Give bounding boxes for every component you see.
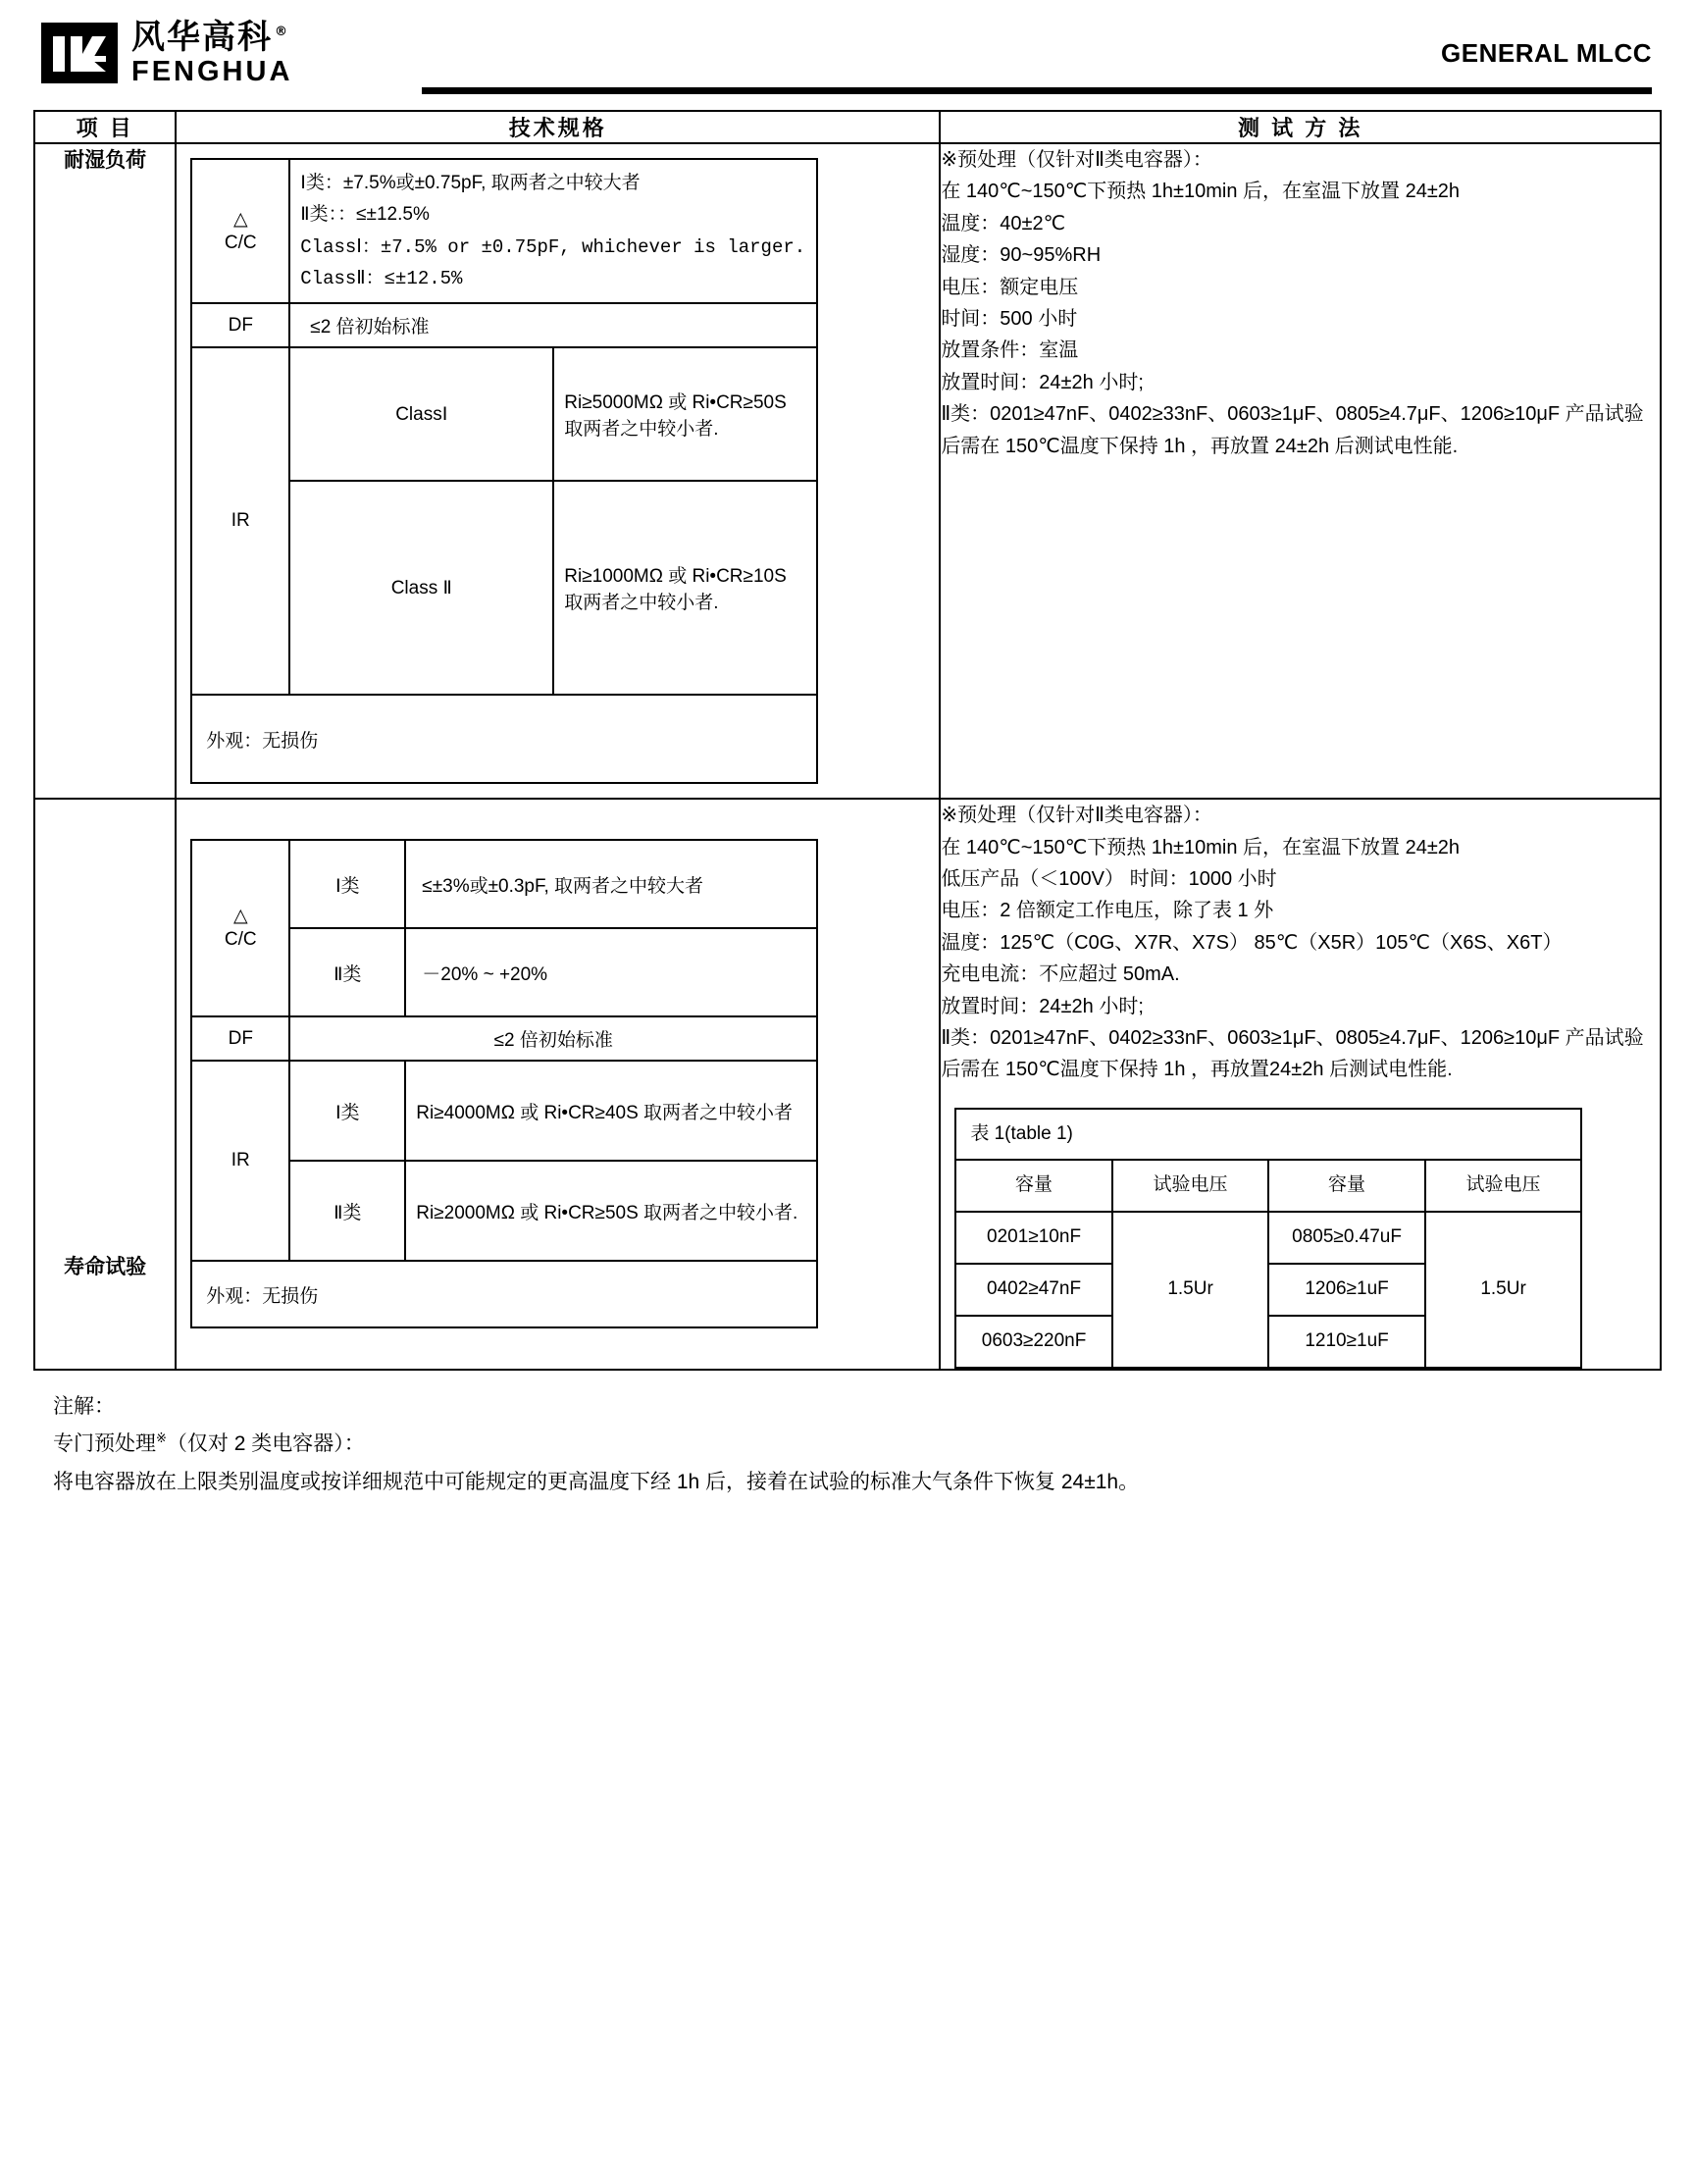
inner-row-df — [191, 303, 817, 347]
page-title: GENERAL MLCC — [1441, 37, 1652, 68]
inner-spec-table-1 — [190, 158, 818, 784]
value-delta-cc-class-1: ≤±3%或±0.3pF, 取两者之中较大者 — [405, 840, 817, 928]
table1-row — [955, 1212, 1581, 1264]
table1-cell-capacity: 1206≥1uF — [1268, 1264, 1425, 1316]
brand-name-cn: 风华高科 ® — [131, 17, 289, 57]
value-df: ≤2 倍初始标准 — [289, 1016, 817, 1061]
method-cell-life-test — [940, 799, 1661, 1369]
method-line: 时间：500 小时 — [941, 307, 1078, 330]
label-delta-cc: △ C/C — [191, 159, 289, 303]
label-delta-cc: △ C/C — [191, 840, 289, 1016]
notes-line-1: 专门预处理※（仅对 2 类电容器）： — [53, 1430, 365, 1456]
table1-cell-voltage-left: 1.5Ur — [1112, 1212, 1269, 1367]
value-df: ≤2 倍初始标准 — [289, 303, 817, 347]
row-label-life-test: 寿命试验 — [34, 799, 176, 1369]
brand-block — [33, 17, 293, 87]
label-ir-class-1: ClassⅠ — [289, 347, 553, 481]
notes-title: 注解： — [53, 1394, 115, 1418]
registered-mark: ® — [275, 25, 289, 40]
delta-cc-line-3: ClassⅠ：±7.5% or ±0.75pF, whichever is larger. — [300, 235, 806, 258]
method-line: 低压产品（＜100V） 时间：1000 小时 — [941, 867, 1277, 890]
value-appearance: 外观：无损伤 — [191, 695, 817, 783]
label-delta-cc-class-1: Ⅰ类 — [289, 840, 405, 928]
header-cell-method: 测 试 方 法 — [940, 111, 1661, 143]
method-line: 在 140℃~150℃下预热 1h±10min 后，在室温下放置 24±2h — [941, 836, 1461, 858]
value-ir-class-1: Ri≥4000MΩ 或 Ri•CR≥40S 取两者之中较小者 — [405, 1061, 817, 1161]
brand-text — [131, 17, 293, 87]
table1-header-row — [955, 1160, 1581, 1212]
table1-cell-capacity: 0201≥10nF — [955, 1212, 1112, 1264]
specification-table — [33, 110, 1662, 1371]
method-line: Ⅱ类：0201≥47nF、0402≥33nF、0603≥1μF、0805≥4.7μF、1206≥10μF 产品试验后需在 150℃温度下保持 1h ，再放置24±2h 后测试电性能. — [941, 1026, 1644, 1081]
table1-caption-row — [955, 1109, 1581, 1161]
table1-header-voltage-right: 试验电压 — [1425, 1160, 1582, 1212]
method-line: 在 140℃~150℃下预热 1h±10min 后，在室温下放置 24±2h — [941, 181, 1461, 203]
inner-row-appearance — [191, 1261, 817, 1327]
row-label-humidity-load: 耐湿负荷 — [34, 143, 176, 799]
method-line: 电压：2 倍额定工作电压，除了表 1 外 — [941, 900, 1274, 922]
delta-cc-line-4: ClassⅡ：≤±12.5% — [300, 267, 463, 289]
value-delta-cc — [289, 159, 817, 303]
header-divider — [422, 87, 1652, 94]
table1-cell-capacity: 0603≥220nF — [955, 1316, 1112, 1368]
spec-cell-humidity-load — [176, 143, 940, 799]
table-header-row — [34, 111, 1661, 143]
table-row — [34, 799, 1661, 1369]
label-df: DF — [191, 1016, 289, 1061]
value-ir-class-2: Ri≥2000MΩ 或 Ri•CR≥50S 取两者之中较小者. — [405, 1161, 817, 1261]
method-line: 放置时间：24±2h 小时; — [941, 995, 1144, 1017]
method-line: ※预处理（仅针对Ⅱ类电容器）： — [941, 805, 1212, 827]
label-ir-class-2: Ⅱ类 — [289, 1161, 405, 1261]
method-line: Ⅱ类：0201≥47nF、0402≥33nF、0603≥1μF、0805≥4.7μF、1206≥10μF 产品试验后需在 150℃温度下保持 1h ，再放置 24±2h 后测试电性能. — [941, 403, 1644, 457]
method-line: 放置条件：室温 — [941, 339, 1079, 362]
method-line: 充电电流：不应超过 50mA. — [941, 963, 1180, 986]
value-appearance: 外观：无损伤 — [191, 1261, 817, 1327]
table-row — [34, 143, 1661, 799]
label-ir-class-2: Class Ⅱ — [289, 481, 553, 695]
label-ir: IR — [191, 347, 289, 695]
header-cell-item: 项 目 — [34, 111, 176, 143]
table1-cell-capacity: 1210≥1uF — [1268, 1316, 1425, 1368]
brand-name-en: FENGHUA — [131, 55, 293, 87]
test-voltage-table — [954, 1108, 1582, 1369]
inner-row-delta-cc — [191, 159, 817, 303]
label-delta-cc-class-2: Ⅱ类 — [289, 928, 405, 1016]
table1-header-voltage-left: 试验电压 — [1112, 1160, 1269, 1212]
value-ir-class-2: Ri≥1000MΩ 或 Ri•CR≥10S 取两者之中较小者. — [553, 481, 817, 695]
method-cell-humidity-load — [940, 143, 1661, 799]
page-header — [33, 0, 1662, 106]
table1-cell-capacity: 0805≥0.47uF — [1268, 1212, 1425, 1264]
inner-row-df — [191, 1016, 817, 1061]
inner-row-ir-class1 — [191, 347, 817, 481]
notes-line-2: 将电容器放在上限类别温度或按详细规范中可能规定的更高温度下经 1h 后，接着在试验的标准大气条件下恢复 24±1h。 — [53, 1471, 1140, 1494]
method-line: 放置时间：24±2h 小时; — [941, 371, 1144, 393]
method-line: 湿度：90~95%RH — [941, 244, 1102, 267]
method-line: 温度：125℃（C0G、X7R、X7S） 85℃（X5R）105℃（X6S、X6T） — [941, 931, 1563, 954]
delta-cc-line-1: Ⅰ类：±7.5%或±0.75pF, 取两者之中较大者 — [300, 173, 641, 193]
method-line: ※预处理（仅针对Ⅱ类电容器）： — [941, 149, 1212, 171]
inner-row-ir-class1 — [191, 1061, 817, 1161]
label-df: DF — [191, 303, 289, 347]
value-ir-class-1: Ri≥5000MΩ 或 Ri•CR≥50S 取两者之中较小者. — [553, 347, 817, 481]
table1-cell-voltage-right: 1.5Ur — [1425, 1212, 1582, 1367]
table1-cell-capacity: 0402≥47nF — [955, 1264, 1112, 1316]
label-ir: IR — [191, 1061, 289, 1261]
method-line: 电压：额定电压 — [941, 276, 1079, 298]
table1-header-capacity-right: 容量 — [1268, 1160, 1425, 1212]
delta-cc-line-2: Ⅱ类：：≤±12.5% — [300, 204, 430, 226]
inner-row-appearance — [191, 695, 817, 783]
inner-spec-table-2 — [190, 839, 818, 1328]
notes-superscript: ※ — [156, 1430, 167, 1446]
header-cell-spec: 技术规格 — [176, 111, 940, 143]
table1-header-capacity-left: 容量 — [955, 1160, 1112, 1212]
value-delta-cc-class-2: －20% ~ +20% — [405, 928, 817, 1016]
fenghua-logo-icon — [41, 23, 118, 83]
label-ir-class-1: Ⅰ类 — [289, 1061, 405, 1161]
inner-row-delta-cc-class1 — [191, 840, 817, 928]
method-line: 温度：40±2℃ — [941, 212, 1066, 234]
spec-cell-life-test — [176, 799, 940, 1369]
notes-section — [33, 1388, 1662, 1503]
table1-caption: 表 1(table 1) — [955, 1109, 1581, 1161]
